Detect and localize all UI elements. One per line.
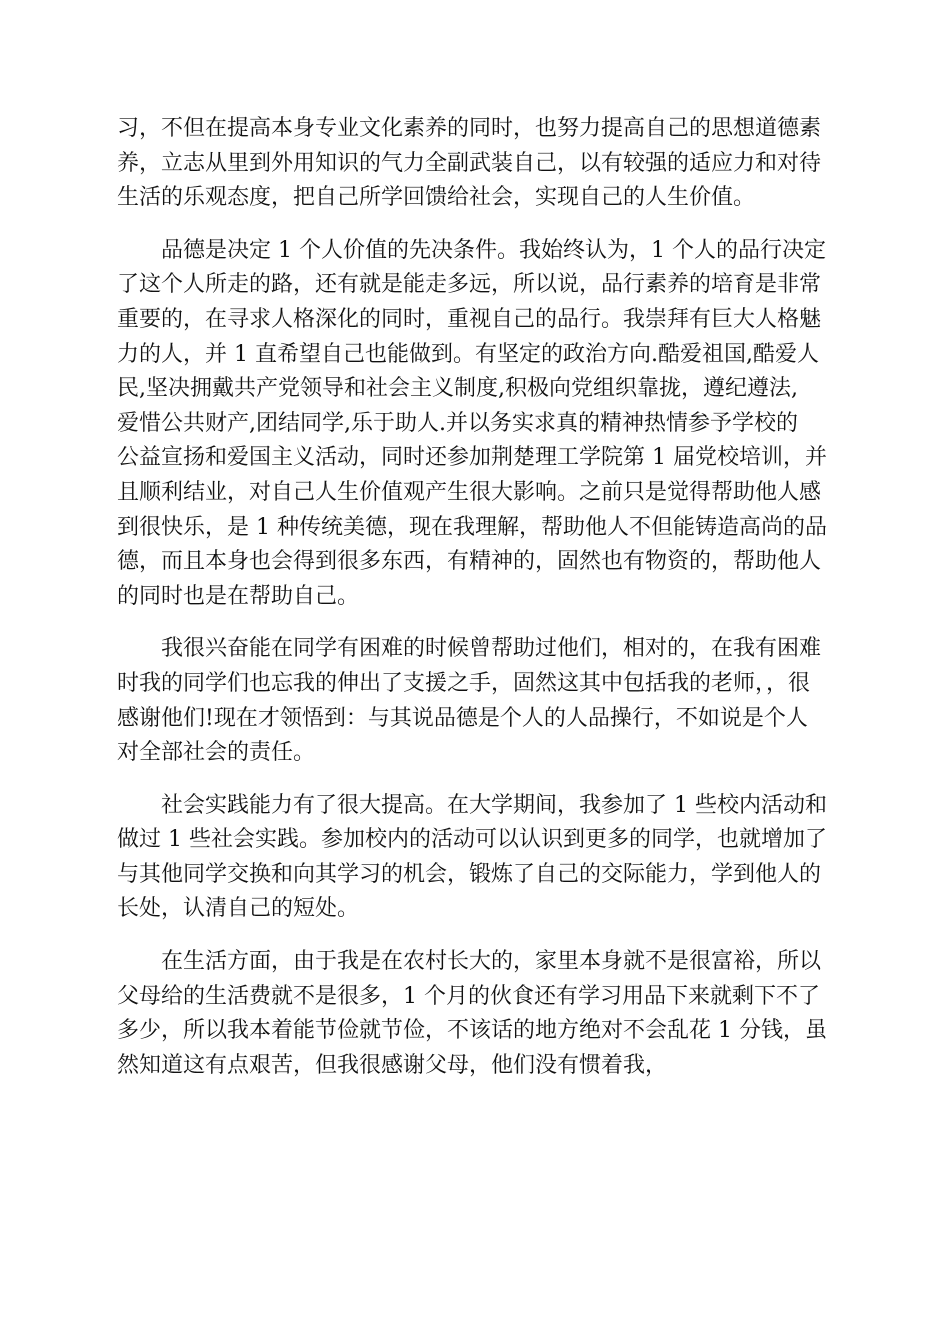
document-body <box>117 112 833 1101</box>
text-line: 生活的乐观态度，把自己所学回馈给社会，实现自己的人生价值。 <box>117 185 756 211</box>
paragraph-1 <box>117 112 833 216</box>
text-line: 长处，认清自己的短处。 <box>117 896 360 922</box>
text-line: 时我的同学们也忘我的伸出了支援之手，固然这其中包括我的老师，，很 <box>117 670 811 696</box>
text-line: 社会实践能力有了很大提高。在大学期间，我参加了 1 些校内活动和 <box>161 792 827 818</box>
text-line: 对全部社会的责任。 <box>117 740 316 766</box>
text-line: 习，不但在提高本身专业文化素养的同时，也努力提高自己的思想道德素 <box>117 116 822 141</box>
paragraph-5 <box>117 945 833 1083</box>
text-line: 养，立志从里到外用知识的气力全副武装自己，以有较强的适应力和对待 <box>117 150 822 176</box>
text-line: 德，而且本身也会得到很多东西，有精神的，固然也有物资的，帮助他人 <box>117 549 822 575</box>
text-line: 做过 1 些社会实践。参加校内的活动可以认识到更多的同学，也就增加了 <box>117 827 827 853</box>
text-line: 的同时也是在帮助自己。 <box>117 583 360 609</box>
text-line: 我很兴奋能在同学有困难的时候曾帮助过他们，相对的，在我有困难 <box>161 636 822 662</box>
paragraph-3 <box>117 632 833 770</box>
text-line: 父母给的生活费就不是很多，1 个月的伙食还有学习用品下来就剩下不了 <box>117 983 820 1009</box>
text-line: 爱惜公共财产,团结同学,乐于助人.并以务实求真的精神热情参予学校的 <box>117 410 798 436</box>
text-line: 且顺利结业，对自己人生价值观产生很大影响。之前只是觉得帮助他人感 <box>117 479 822 505</box>
text-line: 民,坚决拥戴共产党领导和社会主义制度,积极向党组织靠拢，遵纪遵法, <box>117 376 798 402</box>
text-line: 重要的，在寻求人格深化的同时，重视自己的品行。我崇拜有巨大人格魅 <box>117 306 822 332</box>
text-line: 感谢他们!现在才领悟到：与其说品德是个人的人品操行，不如说是个人 <box>117 705 808 731</box>
text-line: 在生活方面，由于我是在农村长大的，家里本身就不是很富裕，所以 <box>161 949 822 975</box>
text-line: 多少，所以我本着能节俭就节俭，不该话的地方绝对不会乱花 1 分钱，虽 <box>117 1018 827 1044</box>
text-line: 与其他同学交换和向其学习的机会，锻炼了自己的交际能力，学到他人的 <box>117 861 822 887</box>
paragraph-2 <box>117 234 833 615</box>
text-line: 品德是决定 1 个人价值的先决条件。我始终认为，1 个人的品行决定 <box>161 237 826 263</box>
text-line: 了这个人所走的路，还有就是能走多远，所以说，品行素养的培育是非常 <box>117 272 822 298</box>
paragraph-4 <box>117 789 833 927</box>
text-line: 力的人，并 1 直希望自己也能做到。有坚定的政治方向.酷爱祖国,酷爱人 <box>117 341 819 367</box>
text-line: 到很快乐，是 1 种传统美德，现在我理解，帮助他人不但能铸造高尚的品 <box>117 514 827 540</box>
text-line: 然知道这有点艰苦，但我很感谢父母，他们没有惯着我， <box>117 1052 668 1078</box>
text-line: 公益宣扬和爱国主义活动，同时还参加荆楚理工学院第 1 届党校培训，并 <box>117 445 827 471</box>
